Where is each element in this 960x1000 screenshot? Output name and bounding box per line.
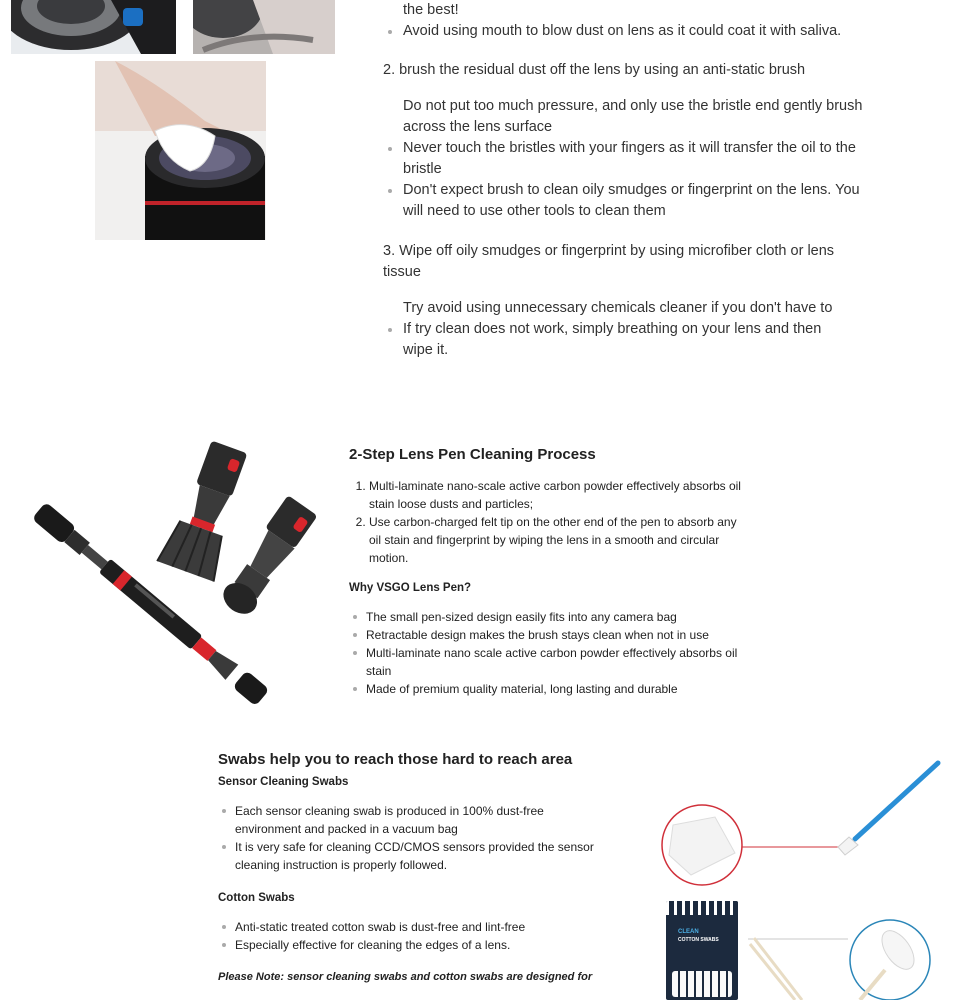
list-item: Anti-static treated cotton swab is dust-free and lint-free	[218, 918, 628, 936]
list-item: Each sensor cleaning swab is produced in 100% dust-free environment and packed in a vacuum bag	[218, 802, 575, 838]
lens-pen-steps	[349, 477, 759, 567]
cotton-swab-illustration	[740, 912, 945, 1000]
list-item: Made of premium quality material, long lasting and durable	[349, 680, 759, 698]
cotton-swabs-heading: Cotton Swabs	[218, 892, 295, 904]
list-item: The small pen-sized design easily fits into any camera bag	[349, 608, 759, 626]
package-label-cotton-swabs: COTTON SWABS	[678, 937, 719, 943]
list-item: Avoid using mouth to blow dust on lens as it could coat it with saliva.	[383, 21, 863, 42]
list-item: Try avoid using unnecessary chemicals cleaner if you don't have to	[403, 300, 833, 316]
list-item: It is very safe for cleaning CCD/CMOS sensors provided the sensor cleaning instruction is properly followed.	[218, 838, 615, 874]
list-item: Never touch the bristles with your fingers as it will transfer the oil to the bristle	[383, 138, 863, 180]
list-item: Especially effective for cleaning the edges of a lens.	[218, 936, 628, 954]
photo-blower-on-lens	[11, 0, 176, 54]
step1-bullet-list	[383, 0, 863, 42]
sensor-swabs-heading: Sensor Cleaning Swabs	[218, 776, 349, 788]
list-item: 1. Multi-laminate nano-scale active carbon powder effectively absorbs oil stain loose dusts and particles;	[369, 477, 749, 513]
why-lens-pen-heading: Why VSGO Lens Pen?	[349, 582, 472, 594]
swabs-section	[218, 751, 628, 983]
photo-tissue-wiping-lens	[95, 61, 266, 240]
photo-brush-on-camera	[193, 0, 335, 54]
cotton-swabs-list	[218, 918, 628, 954]
step3-bullet-list	[383, 298, 863, 361]
lens-pen-title: 2-Step Lens Pen Cleaning Process	[349, 446, 596, 463]
list-item: Do not put too much pressure, and only use the bristle end gently brush across the lens surface	[403, 98, 863, 135]
cotton-swab-package	[666, 901, 738, 1000]
list-item: 2. Use carbon-charged felt tip on the other end of the pen to absorb any oil stain and fingerprint by wiping the lens in a smooth and circular motion.	[369, 513, 739, 567]
list-item: Multi-laminate nano scale active carbon powder effectively absorbs oil stain	[349, 644, 741, 680]
step3-heading: 3. Wipe off oily smudges or fingerprint by using microfiber cloth or lens tissue	[383, 243, 835, 280]
lens-cleaning-section	[383, 0, 863, 42]
list-item: the best!	[403, 2, 459, 18]
swabs-title: Swabs help you to reach those hard to reach area	[218, 751, 573, 768]
list-item: Don't expect brush to clean oily smudges or fingerprint on the lens. You will need to use other tools to clean them	[383, 180, 863, 222]
step2-bullet-list	[383, 96, 863, 222]
lens-pen-illustration	[28, 438, 318, 728]
sensor-swab-illustration	[655, 755, 950, 890]
package-label-clean: CLEAN	[678, 929, 699, 935]
step2-heading: 2. brush the residual dust off the lens by using an anti-static brush	[383, 62, 806, 78]
swabs-note: Please Note: sensor cleaning swabs and cotton swabs are designed for	[218, 971, 593, 983]
sensor-swabs-list	[218, 802, 628, 874]
list-item: If try clean does not work, simply breathing on your lens and then wipe it.	[383, 319, 838, 361]
list-item: Retractable design makes the brush stays clean when not in use	[349, 626, 759, 644]
why-lens-pen-list	[349, 608, 759, 698]
lens-pen-section	[349, 446, 759, 698]
